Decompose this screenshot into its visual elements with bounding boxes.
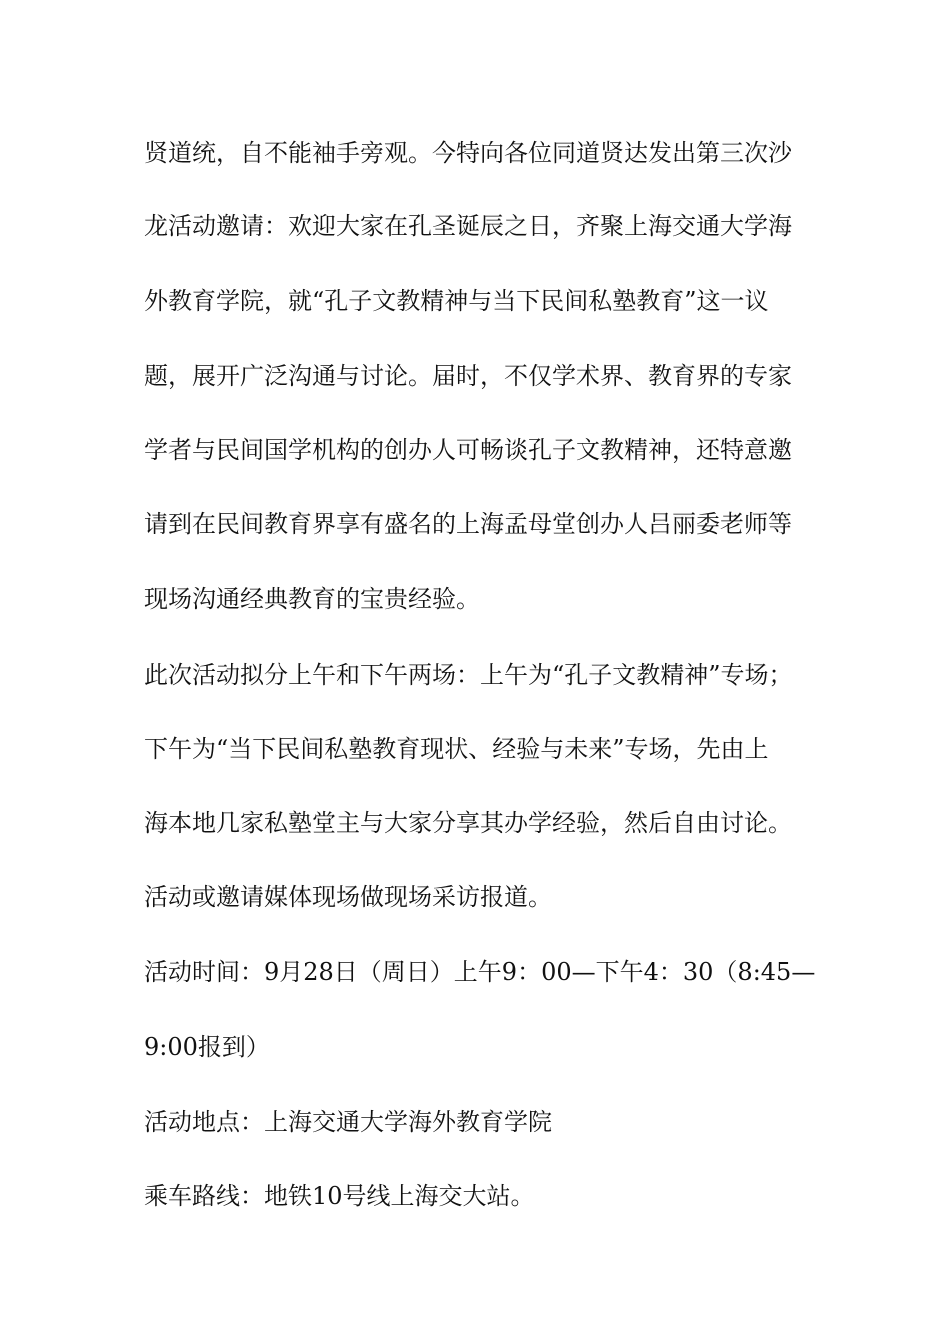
text-line: 活动地点：上海交通大学海外教育学院 xyxy=(144,1108,552,1136)
text-line: 海本地几家私塾堂主与大家分享其办学经验，然后自由讨论。 xyxy=(144,809,792,837)
text-line: 活动或邀请媒体现场做现场采访报道。 xyxy=(144,883,552,911)
text-line: 活动时间：9月28日（周日）上午9：00—下午4：30（8:45— xyxy=(144,958,816,986)
text-line: 9:00报到） xyxy=(144,1033,270,1061)
text-line: 外教育学院，就“孔子文教精神与当下民间私塾教育”这一议 xyxy=(144,287,769,315)
text-line: 乘车路线：地铁10号线上海交大站。 xyxy=(144,1182,535,1210)
text-line: 贤道统，自不能袖手旁观。今特向各位同道贤达发出第三次沙 xyxy=(144,139,792,167)
text-line: 现场沟通经典教育的宝贵经验。 xyxy=(144,585,480,613)
text-line: 题，展开广泛沟通与讨论。届时，不仅学术界、教育界的专家 xyxy=(144,362,792,390)
text-line: 学者与民间国学机构的创办人可畅谈孔子文教精神，还特意邀 xyxy=(144,436,792,464)
text-line: 此次活动拟分上午和下午两场：上午为“孔子文教精神”专场； xyxy=(144,661,793,689)
text-line: 下午为“当下民间私塾教育现状、经验与未来”专场，先由上 xyxy=(144,735,769,763)
text-line: 龙活动邀请：欢迎大家在孔圣诞辰之日，齐聚上海交通大学海 xyxy=(144,212,792,240)
text-line: 请到在民间教育界享有盛名的上海孟母堂创办人吕丽委老师等 xyxy=(144,510,792,538)
